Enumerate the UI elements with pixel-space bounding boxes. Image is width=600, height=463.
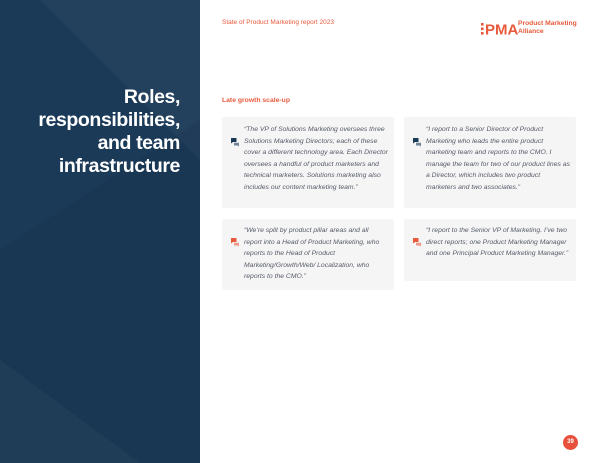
quote-card bbox=[222, 117, 394, 208]
speech-bubble-icon bbox=[230, 237, 240, 247]
sidebar-background-pattern bbox=[0, 0, 200, 463]
speech-bubble-icon bbox=[412, 237, 422, 247]
quote-card bbox=[222, 219, 394, 290]
speech-bubble-icon bbox=[412, 137, 422, 147]
logo-text: Product Marketing Alliance bbox=[518, 20, 577, 35]
quote-text: “We’re split by product pillar areas and all report into a Head of Product Marketing, who reports to the Head of Product Marketing/Growth/Web/ Localization, who reports to the CMO.” bbox=[244, 227, 380, 281]
section-subheading: Late growth scale-up bbox=[222, 97, 290, 104]
quote-text: “I report to the Senior VP of Marketing. I’ve two direct reports; one Product Marketing Manager and one Principal Product Marketing Manager.” bbox=[426, 227, 569, 258]
quote-card bbox=[404, 117, 576, 208]
page-number: 39 bbox=[563, 435, 578, 450]
pma-logo-mark bbox=[481, 19, 519, 39]
quote-card bbox=[404, 219, 576, 281]
logo-mark-text: PMA bbox=[485, 21, 519, 39]
quote-text: “I report to a Senior Director of Product Marketing who leads the entire product marketing team and reports to the CMO. I manage the team for two of our product lines as a Director, which includes two product marketers and two associates.” bbox=[426, 126, 570, 191]
section-title: Roles, responsibilities, and team infrastructure bbox=[38, 86, 180, 177]
quote-text: “The VP of Solutions Marketing oversees three Solutions Marketing Directors; each of these cover a different technology area. Each Director oversees a handful of product marketers and technical marketers. Solutions marketing also includes our content marketing team.” bbox=[244, 126, 388, 191]
pma-logo bbox=[481, 19, 581, 39]
speech-bubble-icon bbox=[230, 137, 240, 147]
report-title: State of Product Marketing report 2023 bbox=[222, 19, 335, 26]
sidebar-panel bbox=[0, 0, 200, 463]
